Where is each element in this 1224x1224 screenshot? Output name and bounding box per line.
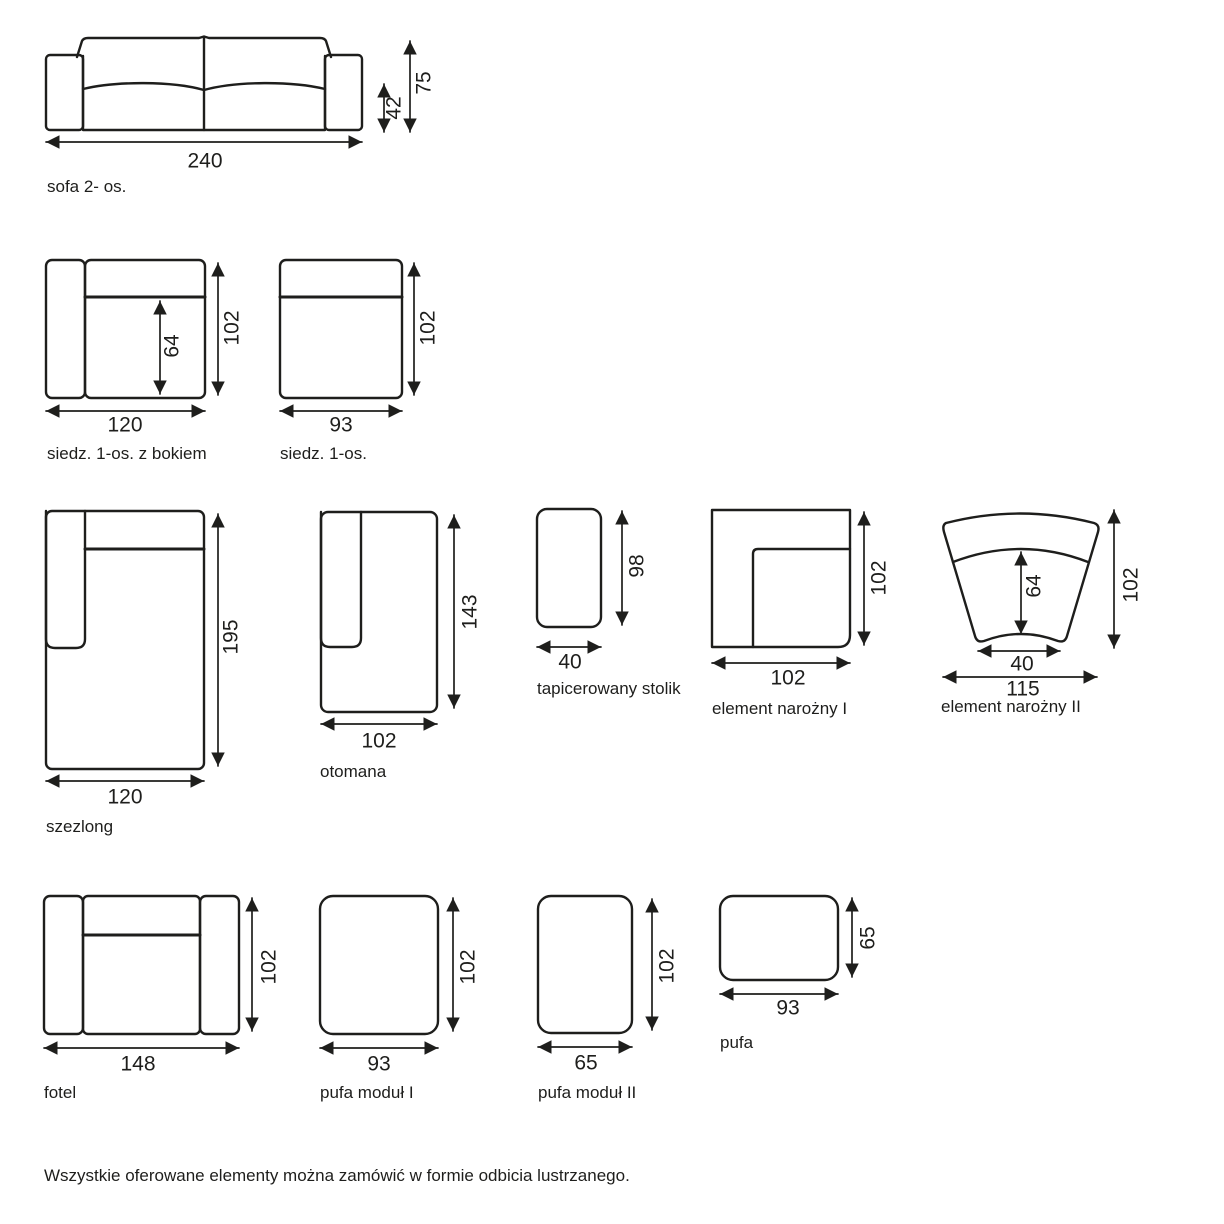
corner1-drawing [712,510,864,663]
armchair-body [83,896,200,1034]
dim-table-length: 98 [625,554,649,578]
dim-seat-side-width: 120 [107,413,143,437]
dim-table-width: 40 [558,650,582,674]
seat-side-drawing [46,260,218,411]
table-body [537,509,601,627]
label-chaise: szezlong [46,817,114,836]
dim-corner2-seat-depth: 64 [1022,574,1046,598]
corner1-seat-line [753,549,850,647]
sofa-left-arm [46,55,83,130]
label-pouf: pufa [720,1033,754,1052]
dim-seat-side-depth: 102 [220,310,244,346]
label-armchair: fotel [44,1083,77,1102]
ottoman-drawing [321,512,454,724]
seat-drawing [280,260,414,411]
pouf-module1-body [320,896,438,1034]
dim-chaise-width: 120 [107,785,143,809]
label-corner1: element narożny I [712,699,848,718]
dim-pouf-module1-width: 93 [367,1052,391,1076]
dim-pouf-module2-depth: 102 [655,948,679,984]
seat-side-arm [46,260,85,398]
ottoman-arm [321,512,361,647]
dim-corner1-width: 102 [770,666,806,690]
chaise-arm [46,511,85,648]
pouf-module1-drawing [320,896,453,1048]
dim-sofa-seat-height: 42 [382,96,406,120]
pouf-drawing [720,896,852,994]
label-ottoman: otomana [320,762,387,781]
dim-pouf-module2-width: 65 [574,1051,598,1075]
table-drawing [537,509,622,647]
label-pouf-module2: pufa moduł II [538,1083,637,1102]
pouf-module2-body [538,896,632,1033]
label-seat-side: siedz. 1-os. z bokiem [47,444,207,463]
ottoman-body [321,512,437,712]
dim-seat-depth: 102 [416,310,440,346]
armchair-left-arm [44,896,83,1034]
mirror-option-note: Wszystkie oferowane elementy można zamówić w formie odbicia lustrzanego. [44,1166,630,1185]
dim-ottoman-width: 102 [361,729,397,753]
label-corner2: element narożny II [941,697,1081,716]
dim-pouf-module1-depth: 102 [456,949,480,985]
label-sofa: sofa 2- os. [47,177,127,196]
pouf-module2-drawing [538,896,652,1047]
dim-sofa-width: 240 [187,149,223,173]
dim-pouf-width: 93 [776,996,800,1020]
sofa-right-arm [325,55,362,130]
dim-corner1-depth: 102 [867,560,891,596]
chaise-drawing [46,511,218,781]
dim-corner2-width: 115 [1006,677,1040,701]
armchair-drawing [44,896,252,1048]
label-pouf-module1: pufa moduł I [320,1083,414,1102]
sofa-drawing [46,37,410,143]
armchair-right-arm [200,896,239,1034]
corner1-body [712,510,850,647]
dim-chaise-length: 195 [219,619,243,655]
dim-ottoman-length: 143 [458,594,482,630]
dim-armchair-width: 148 [120,1052,156,1076]
dim-seat-width: 93 [329,413,353,437]
label-seat: siedz. 1-os. [280,444,367,463]
dim-armchair-depth: 102 [257,949,281,985]
label-table: tapicerowany stolik [537,679,681,698]
seat-side-body [85,260,205,398]
pouf-body [720,896,838,980]
dim-pouf-height: 65 [856,926,880,950]
seat-body [280,260,402,398]
dim-corner2-inner-width: 40 [1010,652,1034,676]
dim-seat-side-seat-depth: 64 [160,334,184,358]
dim-corner2-depth: 102 [1119,567,1143,603]
dim-sofa-height: 75 [412,71,436,95]
